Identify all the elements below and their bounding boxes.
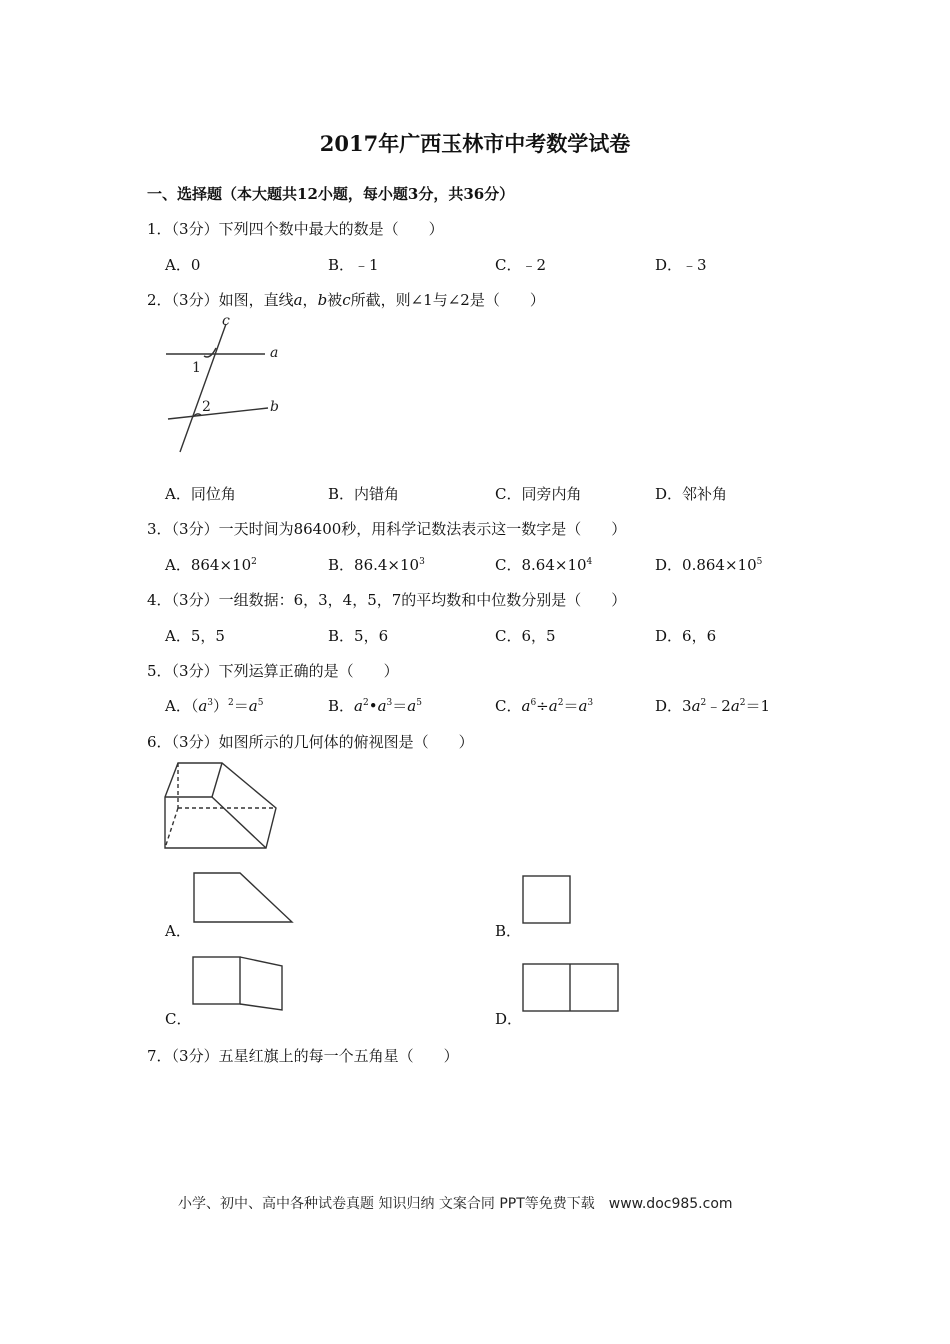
question-4-stem: 4．（3分）一组数据：6，3，4，5，7的平均数和中位数分别是（ ） [147, 591, 627, 609]
q3-option-b: B．$86.4\times 10^3$ [328, 556, 425, 574]
question-5-stem: 5．（3分）下列运算正确的是（ ） [147, 662, 399, 680]
label-2: 2 [202, 399, 211, 415]
q6-option-b-label: B． [495, 922, 522, 940]
label-b: b [270, 399, 279, 415]
q6-option-c-label: C． [165, 1010, 192, 1028]
q2-figure-parallel-lines [160, 312, 290, 457]
q2-option-c: C．同旁内角 [495, 485, 582, 503]
q3-option-c: C．$8.64\times 10^4$ [495, 556, 593, 574]
q4-option-b: B．5，6 [328, 627, 389, 645]
q2-option-a: A．同位角 [165, 485, 236, 503]
q5-option-c: C．$a^6\div a^2=a^3$ [495, 697, 594, 715]
q1-option-a: A．0 [165, 256, 201, 274]
question-7-stem: 7．（3分）五星红旗上的每一个五角星（ ） [147, 1047, 459, 1065]
q6-option-d-label: D． [495, 1010, 523, 1028]
q3-option-d: D．$0.864\times 10^5$ [655, 556, 763, 574]
section-heading: 一、选择题（本大题共12小题，每小题3分，共36分） [147, 185, 515, 203]
q4-option-c: C．6，5 [495, 627, 556, 645]
label-a: a [270, 345, 279, 361]
q6-option-a-label: A． [165, 922, 191, 940]
question-2-stem: 2．（3分）如图，直线a，b被c所截，则∠1与∠2是（ ） [147, 291, 545, 309]
q2-option-d: D．邻补角 [655, 485, 728, 503]
q6-option-c-shape [190, 954, 286, 1006]
q1-option-d: D．﹣3 [655, 256, 707, 274]
q6-solid-figure [160, 760, 285, 852]
label-1: 1 [192, 360, 201, 376]
q6-option-d-double-square [520, 961, 622, 1015]
q5-option-b: B．$a^2•a^3=a^5$ [328, 697, 422, 715]
q3-option-a: A．$864\times 10^2$ [165, 556, 257, 574]
q5-option-d: D．$3a^2﹣2a^2=1$ [655, 697, 771, 715]
q2-option-b: B．内错角 [328, 485, 400, 503]
q6-option-a-trapezoid [190, 870, 300, 926]
solid-edge-slant [212, 763, 222, 797]
solid-edge-diagonal [212, 797, 266, 848]
solid-hidden-diagonal [165, 808, 178, 848]
q6-option-b-square [520, 873, 574, 927]
page-footer: 小学、初中、高中各种试卷真题 知识归纳 文案合同 PPT等免费下载 www.doc985.com [178, 1196, 733, 1212]
label-c: c [222, 313, 230, 329]
page-title: 2017年广西玉林市中考数学试卷 [319, 131, 631, 156]
q1-option-b: B．﹣1 [328, 256, 379, 274]
line-b [168, 408, 268, 419]
line-c [180, 324, 226, 452]
q4-option-d: D．6，6 [655, 627, 717, 645]
question-1-stem: 1．（3分）下列四个数中最大的数是（ ） [147, 220, 444, 238]
q1-option-c: C．﹣2 [495, 256, 547, 274]
q5-option-a: A．$(a^3)^2=a^5$ [165, 697, 264, 715]
question-3-stem: 3．（3分）一天时间为86400秒，用科学记数法表示这一数字是（ ） [147, 520, 627, 538]
q4-option-a: A．5，5 [165, 627, 225, 645]
question-6-stem: 6．（3分）如图所示的几何体的俯视图是（ ） [147, 733, 474, 751]
